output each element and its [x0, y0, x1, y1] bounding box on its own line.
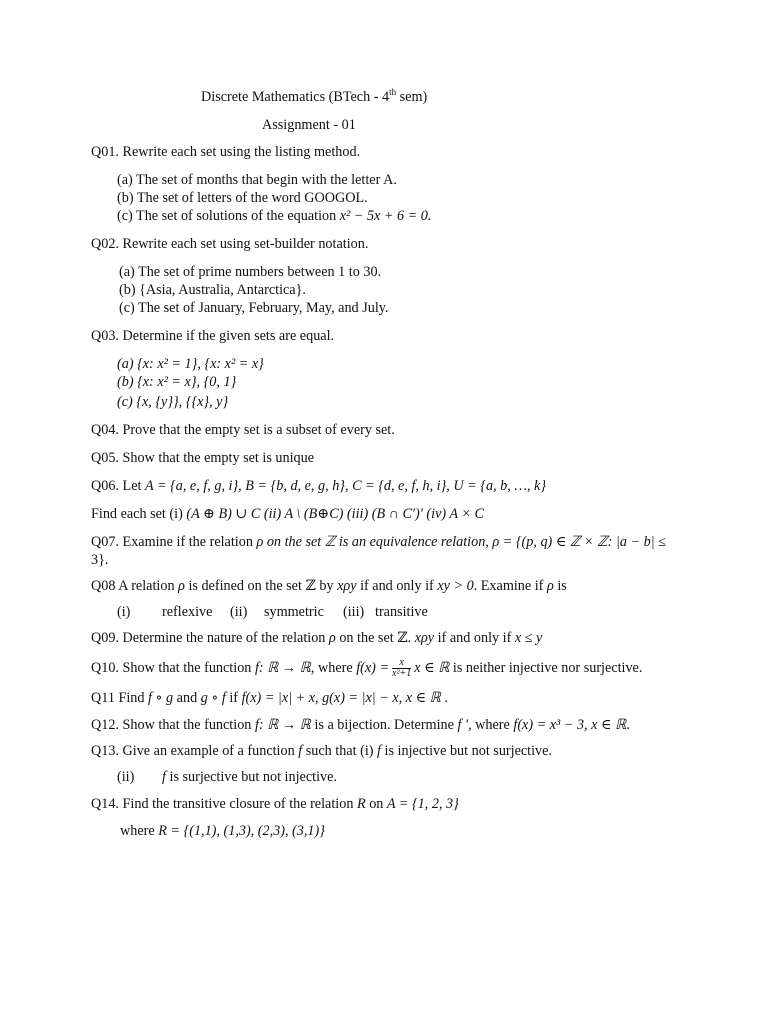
- q08-option-iii-number: (iii): [343, 604, 365, 620]
- q14-text-2: on: [365, 796, 387, 812]
- q12-text-2: is a bijection. Determine: [310, 717, 458, 733]
- question-q03: Q03. Determine if the given sets are equal.: [91, 328, 335, 344]
- question-q14: [91, 795, 459, 813]
- q11-definitions: f(x) = |x| + x, g(x) = |x| − x, x ∈ ℝ: [241, 690, 441, 706]
- q13-text-2: such that (i): [302, 743, 378, 759]
- question-q01: Q01. Rewrite each set using the listing method.: [91, 144, 361, 160]
- q12-inverse: f ′: [457, 717, 469, 733]
- question-q06: [91, 477, 546, 495]
- q09-xry: xρy: [414, 630, 435, 646]
- q01-part-c: [117, 207, 431, 225]
- q08-condition: xy > 0: [437, 578, 474, 594]
- q10-text-3: is neither injective nor surjective.: [449, 660, 643, 676]
- q13-f: f: [298, 743, 303, 759]
- q08-option-i-number: (i): [117, 604, 131, 620]
- q01-part-c-text: (c) The set of solutions of the equation: [117, 208, 340, 224]
- q08-text-5: is: [553, 578, 567, 594]
- q07-text: Q07. Examine if the relation: [91, 534, 257, 550]
- title-suffix: sem): [396, 89, 428, 105]
- title-text: Discrete Mathematics (BTech - 4: [201, 89, 390, 105]
- q09-rho: ρ: [328, 630, 336, 646]
- q08-option-transitive: transitive: [375, 604, 428, 620]
- q08-text-1: Q08 A relation: [91, 578, 179, 594]
- assignment-number: Assignment - 01: [262, 117, 356, 133]
- q13-text-3: is injective but not surjective.: [381, 743, 552, 759]
- q14-relation: R = {(1,1), (1,3), (2,3), (3,1)}: [158, 823, 325, 839]
- q08-text-4: . Examine if: [473, 578, 547, 594]
- q10-denominator: x²+1: [392, 668, 412, 680]
- page-title: [201, 88, 427, 106]
- q09-text-2: on the set ℤ.: [335, 630, 415, 646]
- q08-rho: ρ: [178, 578, 185, 594]
- q11-gof: g ∘ f: [200, 690, 226, 706]
- q06-find-text: Find each set (i): [91, 506, 187, 522]
- q10-function: f: ℝ → ℝ,: [254, 660, 315, 676]
- q13-ii-text: is surjective but not injective.: [165, 769, 337, 785]
- q01-part-a: (a) The set of months that begin with the letter A.: [117, 172, 397, 188]
- q11-fog: f ∘ g: [148, 690, 174, 706]
- q01-equation: x² − 5x + 6 = 0.: [339, 208, 432, 224]
- q06-find-expressions: (A ⊕ B) ∪ C (ii) A \ (B⊕C) (iii) (B ∩ C′)′ (iv) A × C: [186, 506, 484, 522]
- q13-part-ii: [162, 768, 337, 786]
- q13-f-2: f: [377, 743, 381, 759]
- q13-part-ii-number: (ii): [117, 769, 135, 785]
- q09-condition: x ≤ y: [514, 630, 543, 646]
- q01-part-b: (b) The set of letters of the word GOOGOL.: [117, 190, 368, 206]
- q02-part-b: (b) {Asia, Australia, Antarctica}.: [119, 282, 306, 298]
- q10-domain: x ∈ ℝ: [414, 660, 450, 676]
- question-q05: Q05. Show that the empty set is unique: [91, 450, 315, 466]
- q11-text-4: .: [440, 690, 448, 706]
- question-q02: Q02. Rewrite each set using set-builder notation.: [91, 236, 369, 252]
- q12-text-1: Q12. Show that the function: [91, 717, 255, 733]
- q10-text-2: where: [314, 660, 357, 676]
- q08-option-reflexive: reflexive: [162, 604, 213, 620]
- question-q11: [91, 689, 448, 707]
- question-q04: Q04. Prove that the empty set is a subset of every set.: [91, 422, 395, 438]
- q08-text-2: is defined on the set ℤ by: [184, 578, 338, 594]
- q03-part-c: (c) {x, {y}}, {{x}, y}: [117, 394, 229, 410]
- q13-ii-f: f: [162, 769, 166, 785]
- q08-rho-2: ρ: [546, 578, 554, 594]
- q10-fraction: [392, 658, 411, 679]
- q08-option-ii-number: (ii): [230, 604, 248, 620]
- q12-definition: f(x) = x³ − 3, x ∈ ℝ: [513, 717, 627, 733]
- q10-text-1: Q10. Show that the function: [91, 660, 255, 676]
- q11-text-1: Q11 Find: [91, 690, 149, 706]
- q03-part-a: (a) {x: x² = 1}, {x: x² = x}: [117, 356, 264, 372]
- q06-find-line: [91, 505, 484, 523]
- q10-numerator: x: [392, 658, 411, 669]
- q06-label: Q06. Let: [91, 478, 145, 494]
- q09-text-3: if and only if: [434, 630, 515, 646]
- q14-r: R: [356, 796, 366, 812]
- q08-text-3: if and only if: [356, 578, 438, 594]
- q14-set-a: A = {1, 2, 3}: [386, 796, 459, 812]
- q12-text-3: , where: [468, 717, 514, 733]
- q08-xry: xρy: [337, 578, 357, 594]
- question-q07: [91, 533, 666, 551]
- q07-continuation: 3}.: [91, 552, 109, 568]
- q07-relation: ρ on the set ℤ is an equivalence relation, ρ = {(p, q) ∈ ℤ × ℤ: |a − b| ≤: [256, 534, 666, 550]
- q09-text-1: Q09. Determine the nature of the relation: [91, 630, 329, 646]
- title-superscript: th: [389, 87, 397, 97]
- question-q12: [91, 716, 630, 734]
- q12-function: f: ℝ → ℝ: [254, 717, 311, 733]
- q11-text-3: if: [225, 690, 242, 706]
- q11-text-2: and: [173, 690, 201, 706]
- q02-part-c: (c) The set of January, February, May, and July.: [119, 300, 389, 316]
- question-q13: [91, 742, 552, 760]
- q13-text-1: Q13. Give an example of a function: [91, 743, 299, 759]
- q12-text-4: .: [626, 717, 630, 733]
- question-q08: [91, 577, 567, 595]
- q14-where: where: [120, 823, 159, 839]
- q10-fx: f(x) =: [356, 660, 390, 676]
- q14-where-line: [120, 822, 325, 840]
- question-q09: [91, 629, 542, 647]
- q08-option-symmetric: symmetric: [264, 604, 324, 620]
- q06-sets: A = {a, e, f, g, i}, B = {b, d, e, g, h}, C = {d, e, f, h, i}, U = {a, b, …, k}: [144, 478, 547, 494]
- q14-text-1: Q14. Find the transitive closure of the relation: [91, 796, 357, 812]
- question-q10: [91, 657, 642, 679]
- q03-part-b: (b) {x: x² = x}, {0, 1}: [117, 374, 237, 390]
- q02-part-a: (a) The set of prime numbers between 1 to 30.: [119, 264, 382, 280]
